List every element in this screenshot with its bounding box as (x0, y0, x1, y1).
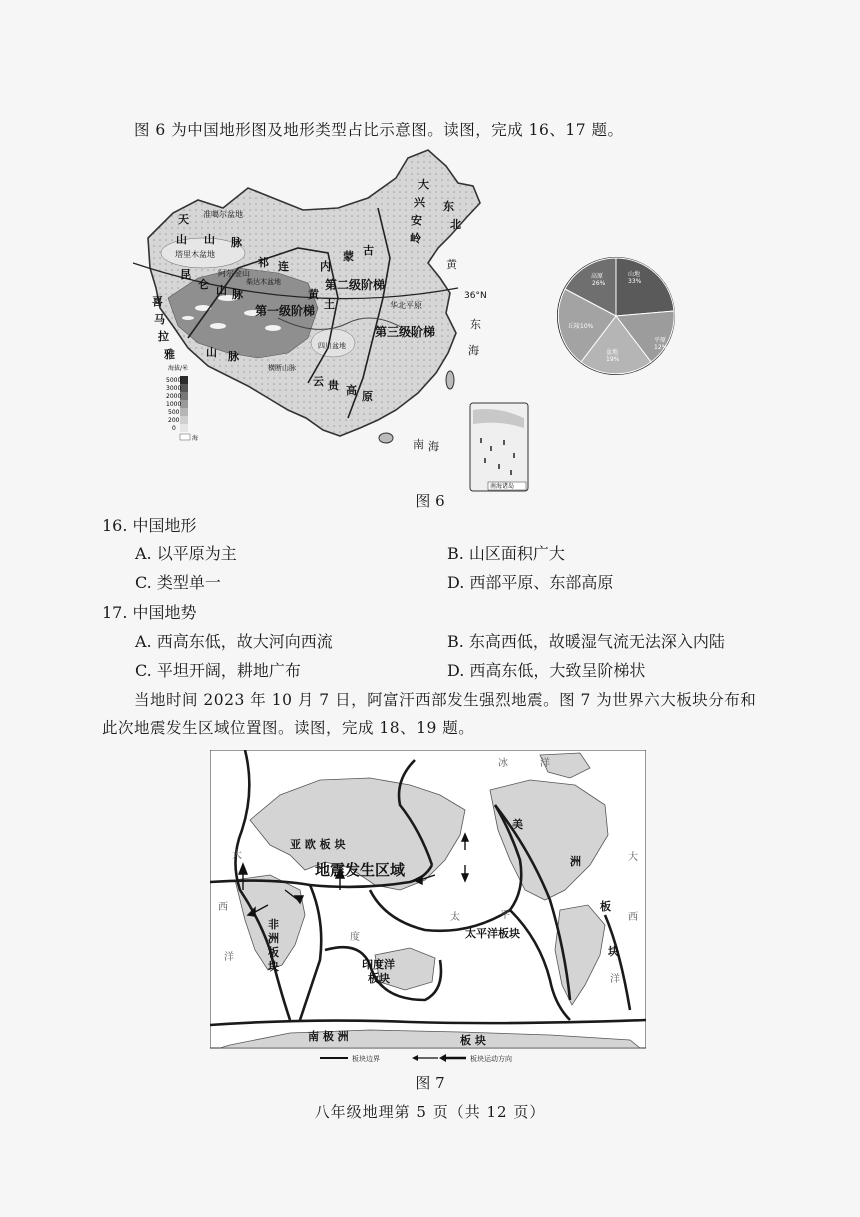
legend-3000: 3000 (166, 385, 182, 392)
q17-stem: 17. 中国地势 (102, 603, 197, 622)
terrain-pie-chart (556, 256, 676, 376)
label-tianshan-3: 山 (204, 233, 215, 246)
page-footer: 八年级地理第 5 页（共 12 页） (314, 1103, 546, 1121)
label-neimeng-2: 蒙 (343, 250, 354, 263)
nanhai-label: 南海诸岛 (490, 483, 515, 490)
label-step1: 第一级阶梯 (255, 304, 316, 318)
label-yang-top: 洋 (540, 758, 550, 769)
slice-mountain (616, 258, 674, 316)
label-yungui-4: 原 (362, 390, 373, 403)
label-antarctic-1: 南 极 洲 (308, 1030, 349, 1043)
legend-sea: 海 (192, 435, 199, 442)
label-himalaya-3: 拉 (158, 330, 169, 343)
q17-option-d[interactable]: D. 西高东低，大致呈阶梯状 (447, 661, 646, 680)
q17-option-c[interactable]: C. 平坦开阔，耕地广布 (135, 661, 301, 680)
label-himalaya-6: 脉 (228, 350, 239, 363)
legend-1000: 1000 (166, 401, 182, 408)
q17-option-b[interactable]: B. 东高西低，故暖湿气流无法深入内陆 (447, 632, 725, 651)
label-dxal-1: 大 (418, 178, 429, 191)
china-terrain-map (128, 148, 548, 493)
label-indian-plate-1: 印度洋 (362, 958, 395, 971)
label-36n: 36°N (464, 291, 487, 301)
label-bing: 冰 (498, 758, 508, 769)
label-sea-dong: 东 (470, 318, 481, 331)
q17-option-a[interactable]: A. 西高东低，故大河向西流 (135, 632, 333, 651)
label-qaidam: 柴达木盆地 (246, 278, 281, 286)
label-american-2: 洲 (570, 855, 581, 868)
label-hengduan: 横断山脉 (268, 364, 296, 372)
pie-label-mountain: 山地 (628, 271, 641, 278)
legend-200: 200 (168, 417, 180, 424)
legend-motion-label: 板块运动方向 (470, 1055, 512, 1063)
label-tarim: 塔里木盆地 (175, 250, 215, 259)
label-neimeng-1: 内 (320, 260, 331, 273)
label-tianshan-2: 山 (176, 233, 187, 246)
label-african-4: 块 (268, 960, 279, 973)
pie-value-basin: 19% (606, 356, 620, 363)
label-ping: 平 (500, 910, 510, 921)
intro-fig7-line2: 此次地震发生区域位置图。读图，完成 18、19 题。 (102, 719, 475, 737)
pie-value-plain: 12% (654, 344, 668, 351)
label-qilian-1: 祁 (258, 256, 269, 269)
q16-stem: 16. 中国地形 (102, 516, 197, 535)
label-antarctic-2: 板 块 (460, 1034, 486, 1047)
label-sea-hai: 海 (468, 344, 479, 357)
label-yungui-3: 高 (346, 384, 357, 397)
label-himalaya-2: 马 (154, 313, 165, 326)
label-dxal-2: 兴 (414, 196, 425, 209)
label-sea-nan: 南 (413, 438, 424, 451)
legend-2000: 2000 (166, 393, 182, 400)
intro-fig6: 图 6 为中国地形图及地形类型占比示意图。读图，完成 16、17 题。 (134, 121, 624, 139)
label-kunlun-1: 昆 (180, 268, 191, 281)
label-dxal-3: 安 (411, 214, 422, 227)
label-dongbei-2: 北 (450, 218, 461, 231)
label-american-4: 块 (608, 945, 619, 958)
pie-value-plateau: 26% (592, 280, 606, 287)
label-dongbei-1: 东 (443, 200, 454, 213)
label-african-1: 非 (268, 918, 279, 931)
label-loess-2: 土 (324, 298, 335, 311)
label-loess-1: 黄 (308, 288, 319, 301)
label-american-1: 美 (512, 818, 523, 831)
world-plates-map (210, 750, 646, 1068)
label-yang-left: 洋 (224, 952, 234, 963)
label-indian-plate-2: 板块 (368, 972, 390, 985)
label-tai: 太 (450, 912, 460, 923)
intro-fig7-line1: 当地时间 2023 年 10 月 7 日，阿富汗西部发生强烈地震。图 7 为世界六大板块分布和 (134, 691, 757, 709)
label-junggar: 准噶尔盆地 (203, 210, 243, 219)
fig6-caption: 图 6 (415, 492, 445, 510)
label-himalaya-5: 山 (206, 346, 217, 359)
fig7-legend (320, 1054, 512, 1063)
label-himalaya-1: 喜 (152, 295, 163, 308)
label-eurasian-plate: 亚 欧 板 块 (290, 838, 346, 851)
label-kunlun-4: 脉 (232, 288, 243, 301)
label-african-2: 洲 (268, 932, 279, 945)
label-kunlun-3: 山 (216, 284, 227, 297)
label-huabei: 华北平原 (390, 301, 422, 310)
q16-option-c[interactable]: C. 类型单一 (135, 573, 221, 592)
legend-5000: 5000 (166, 377, 182, 384)
label-yang-right: 洋 (610, 974, 620, 985)
label-tianshan-1: 天 (178, 213, 189, 226)
label-xi-left: 西 (218, 902, 228, 913)
label-american-3: 板 (600, 900, 611, 913)
elevation-legend (166, 364, 198, 442)
pie-label-plateau: 高原 (591, 273, 604, 280)
label-da-left: 大 (232, 850, 242, 861)
pie-value-mountain: 33% (628, 278, 642, 285)
hainan-island (379, 433, 393, 443)
label-sea-huang: 黄 (446, 258, 457, 271)
taiwan-island (446, 371, 454, 389)
label-neimeng-3: 古 (363, 244, 374, 257)
legend-boundary-label: 板块边界 (352, 1055, 380, 1063)
label-qilian-2: 连 (278, 260, 289, 273)
legend-title: 海拔/米 (168, 365, 189, 372)
pie-value-hills: 10% (580, 323, 594, 330)
label-kunlun-2: 仑 (198, 278, 209, 291)
pie-label-plain: 平原 (654, 337, 667, 344)
label-yungui-1: 云 (313, 375, 324, 388)
pie-label-hills: 丘陵 (568, 323, 581, 330)
label-tianshan-4: 脉 (231, 236, 242, 249)
label-sichuan: 四川盆地 (318, 342, 346, 350)
label-sea-hai2: 海 (428, 440, 439, 453)
label-da-right: 大 (628, 852, 638, 863)
label-african-3: 板 (268, 946, 279, 959)
label-altun: 阿尔金山 (218, 269, 250, 278)
label-himalaya-4: 雅 (164, 348, 175, 361)
q16-option-a[interactable]: A. 以平原为主 (135, 544, 237, 563)
q16-option-d[interactable]: D. 西部平原、东部高原 (447, 573, 614, 592)
legend-500: 500 (168, 409, 180, 416)
label-xi-right: 西 (628, 912, 638, 923)
pie-label-basin: 盆地 (606, 349, 619, 356)
q16-option-b[interactable]: B. 山区面积广大 (447, 544, 565, 563)
label-step2: 第二级阶梯 (325, 278, 386, 292)
label-quake-region: 地震发生区域 (315, 861, 406, 879)
label-dxal-4: 岭 (410, 232, 421, 245)
label-du: 度 (350, 932, 360, 943)
legend-0: 0 (172, 425, 176, 432)
fig7-caption: 图 7 (415, 1074, 445, 1092)
nanhai-inset (470, 403, 528, 491)
label-step3: 第三级阶梯 (375, 325, 436, 339)
label-pacific-plate: 太平洋板块 (465, 927, 520, 940)
label-yungui-2: 贵 (328, 379, 339, 392)
